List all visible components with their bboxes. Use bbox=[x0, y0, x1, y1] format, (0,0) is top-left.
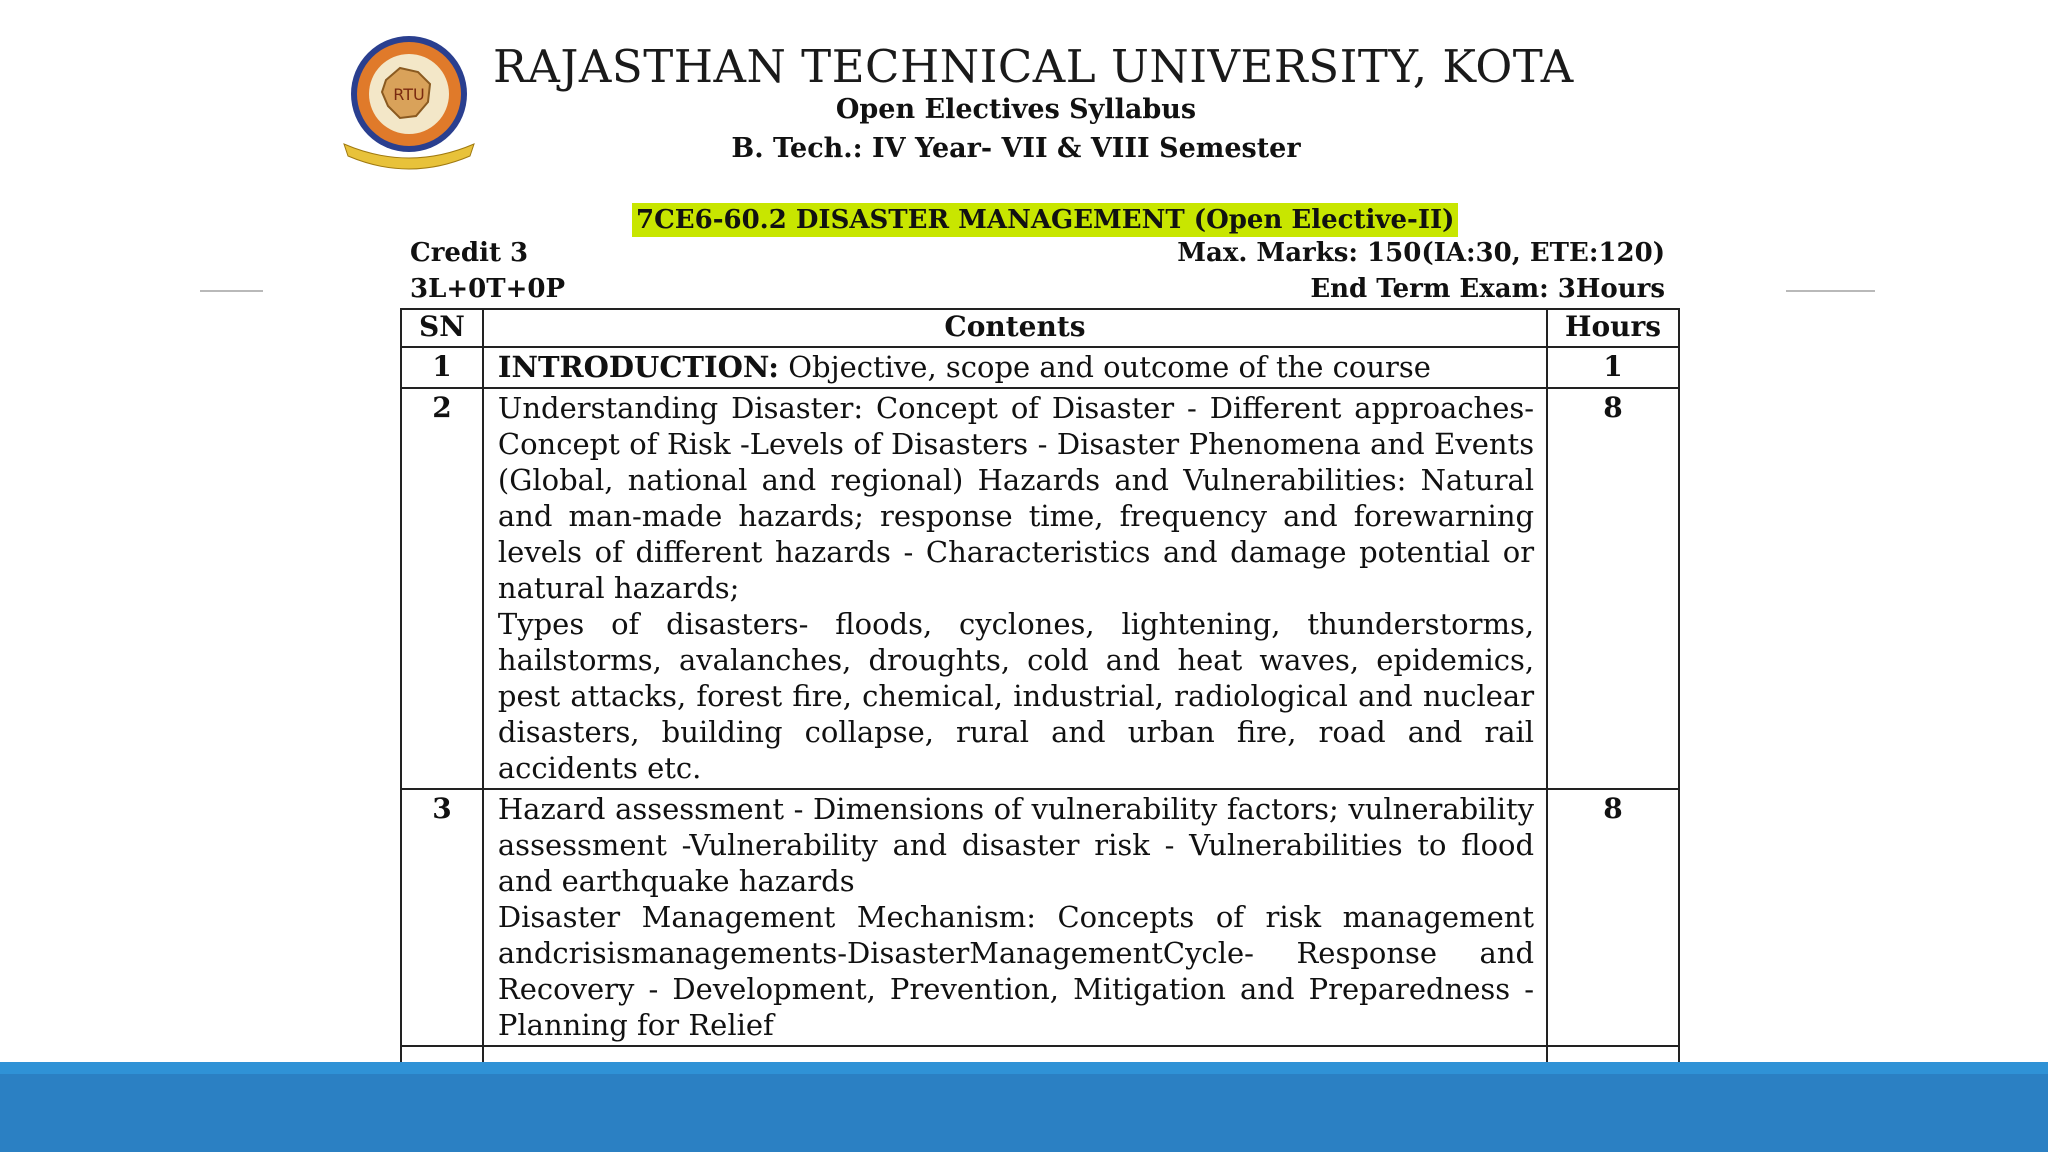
semester-line: B. Tech.: IV Year- VII & VIII Semester bbox=[731, 133, 1301, 164]
header-contents: Contents bbox=[483, 309, 1547, 347]
intro-text: Objective, scope and outcome of the course bbox=[779, 350, 1431, 384]
exam-duration-label: End Term Exam: 3Hours bbox=[1310, 274, 1665, 304]
table-row bbox=[401, 388, 1679, 789]
slide-footer-bar-accent bbox=[0, 1062, 2048, 1074]
course-title-highlighted: 7CE6-60.2 DISASTER MANAGEMENT (Open Elective-II) bbox=[632, 203, 1458, 237]
table-row bbox=[401, 789, 1679, 1046]
content-paragraph: Understanding Disaster: Concept of Disaster - Different approaches- Concept of Risk -Levels of Disasters - Disaster Phenomena and Events (Global, national and regional) Hazards and Vulnerabilities: Natural and man-made hazards; response time, frequency and forewarning levels of different hazards - Characteristics and damage potential or natural hazards; bbox=[497, 391, 1535, 605]
row-hours: 8 bbox=[1547, 789, 1679, 1046]
slide-divider-left bbox=[200, 290, 263, 292]
table-row bbox=[401, 347, 1679, 388]
header-hours: Hours bbox=[1547, 309, 1679, 347]
row-sn: 2 bbox=[401, 388, 483, 789]
row-content bbox=[483, 388, 1547, 789]
content-paragraph: Hazard assessment - Dimensions of vulnerability factors; vulnerability assessment -Vulnerability and disaster risk - Vulnerabilities to flood and earthquake hazards bbox=[497, 792, 1535, 898]
content-paragraph: Types of disasters- floods, cyclones, lightening, thunderstorms, hailstorms, avalanches, droughts, cold and heat waves, epidemics, pest attacks, forest fire, chemical, industrial, radiological and nuclear disasters, building collapse, rural and urban fire, road and rail accidents etc. bbox=[497, 607, 1535, 785]
credit-label: Credit 3 bbox=[410, 238, 529, 268]
slide-divider-right bbox=[1786, 290, 1875, 292]
syllabus-subtitle: Open Electives Syllabus bbox=[835, 94, 1197, 125]
row-hours: 1 bbox=[1547, 347, 1679, 388]
university-seal-logo bbox=[338, 32, 480, 170]
table-header-row bbox=[401, 309, 1679, 347]
svg-text:RTU: RTU bbox=[393, 85, 425, 104]
university-name: RAJASTHAN TECHNICAL UNIVERSITY, KOTA bbox=[493, 40, 1574, 93]
syllabus-table bbox=[400, 308, 1680, 1077]
row-content bbox=[483, 347, 1547, 388]
ltp-label: 3L+0T+0P bbox=[410, 274, 566, 304]
row-hours: 8 bbox=[1547, 388, 1679, 789]
row-sn: 3 bbox=[401, 789, 483, 1046]
row-content bbox=[483, 789, 1547, 1046]
content-paragraph: Disaster Management Mechanism: Concepts of risk management andcrisismanagements-DisasterManagementCycle- Response and Recovery - Development, Prevention, Mitigation and Preparedness - Planning for Relief bbox=[497, 900, 1535, 1042]
slide-footer-bar bbox=[0, 1062, 2048, 1152]
max-marks-label: Max. Marks: 150(IA:30, ETE:120) bbox=[1177, 238, 1665, 268]
intro-lead: INTRODUCTION: bbox=[497, 350, 780, 384]
header-sn: SN bbox=[401, 309, 483, 347]
row-sn: 1 bbox=[401, 347, 483, 388]
